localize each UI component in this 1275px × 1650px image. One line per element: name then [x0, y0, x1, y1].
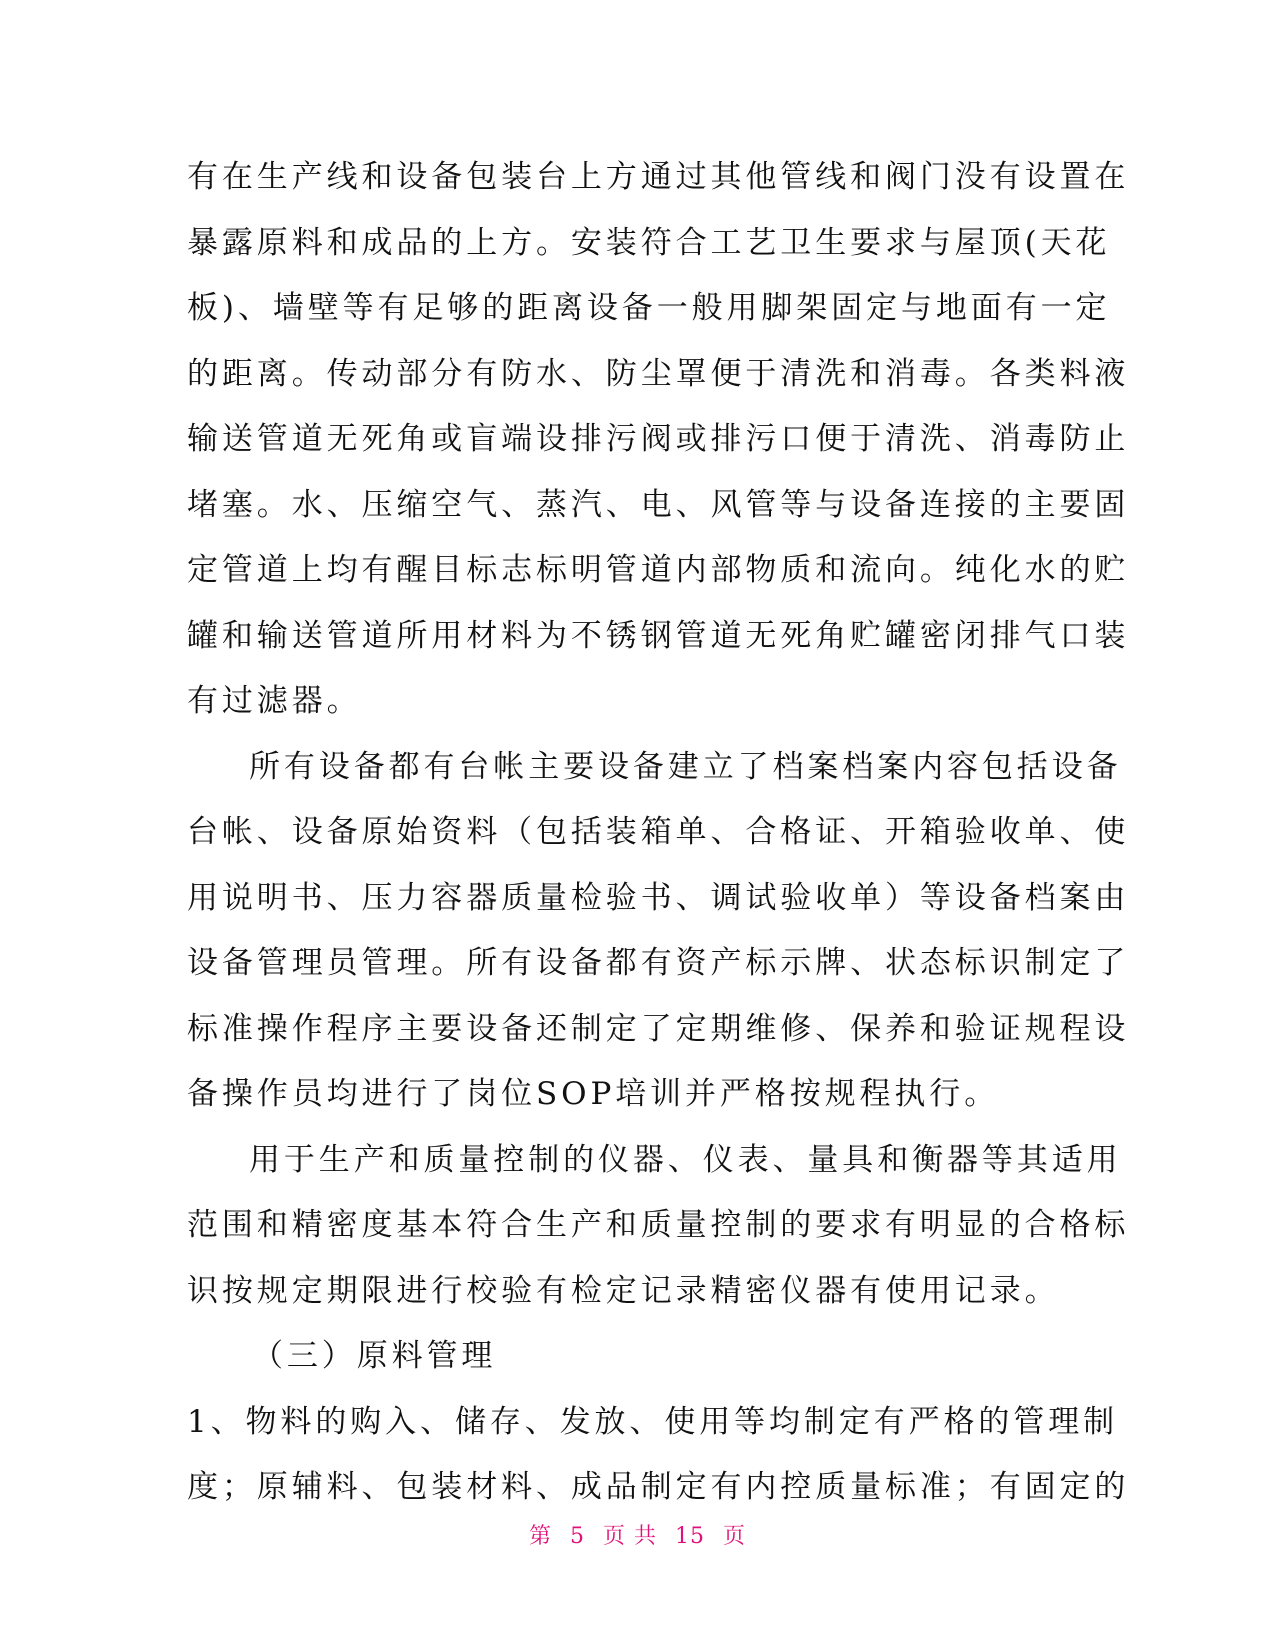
footer-total-pages: 15	[675, 1524, 705, 1549]
footer-current-page: 5	[570, 1524, 585, 1549]
footer-middle: 页 共	[603, 1524, 657, 1549]
body-line: 有过滤器。	[187, 683, 362, 719]
paragraph-start-line: 所有设备都有台帐主要设备建立了档案档案内容包括设备	[249, 748, 1122, 785]
document-body	[187, 145, 1130, 1521]
body-line: 罐和输送管道所用材料为不锈钢管道无死角贮罐密闭排气口装	[187, 617, 1130, 654]
section-heading: （三）原料管理	[252, 1338, 497, 1374]
body-line: 有在生产线和设备包装台上方通过其他管线和阀门没有设置在	[187, 159, 1130, 195]
body-line: 台帐、设备原始资料（包括装箱单、合格证、开箱验收单、使	[187, 814, 1130, 850]
numbered-item-line: 1、物料的购入、储存、发放、使用等均制定有严格的管理制	[187, 1403, 1119, 1440]
footer-prefix: 第	[528, 1524, 552, 1549]
body-line: 度；原辅料、包装材料、成品制定有内控质量标准；有固定的	[187, 1469, 1130, 1505]
body-line: 暴露原料和成品的上方。安装符合工艺卫生要求与屋顶(天花	[187, 224, 1111, 261]
body-line: 识按规定期限进行校验有检定记录精密仪器有使用记录。	[187, 1272, 1060, 1309]
paragraph-start-line: 用于生产和质量控制的仪器、仪表、量具和衡器等其适用	[249, 1141, 1122, 1178]
body-line: 范围和精密度基本符合生产和质量控制的要求有明显的合格标	[187, 1207, 1130, 1243]
body-line: 标准操作程序主要设备还制定了定期维修、保养和验证规程设	[187, 1010, 1130, 1047]
footer-suffix: 页	[723, 1524, 747, 1549]
page-footer	[0, 1519, 1275, 1550]
body-line: 用说明书、压力容器质量检验书、调试验收单）等设备档案由	[187, 879, 1130, 916]
body-line: 设备管理员管理。所有设备都有资产标示牌、状态标识制定了	[187, 945, 1130, 981]
body-line: 的距离。传动部分有防水、防尘罩便于清洗和消毒。各类料液	[187, 355, 1130, 392]
body-line: 定管道上均有醒目标志标明管道内部物质和流向。纯化水的贮	[187, 552, 1130, 588]
body-line: 备操作员均进行了岗位SOP培训并严格按规程执行。	[187, 1076, 1000, 1112]
body-line: 输送管道无死角或盲端设排污阀或排污口便于清洗、消毒防止	[187, 421, 1130, 457]
body-line: 堵塞。水、压缩空气、蒸汽、电、风管等与设备连接的主要固	[187, 486, 1130, 523]
body-line: 板)、墙壁等有足够的距离设备一般用脚架固定与地面有一定	[187, 290, 1111, 326]
